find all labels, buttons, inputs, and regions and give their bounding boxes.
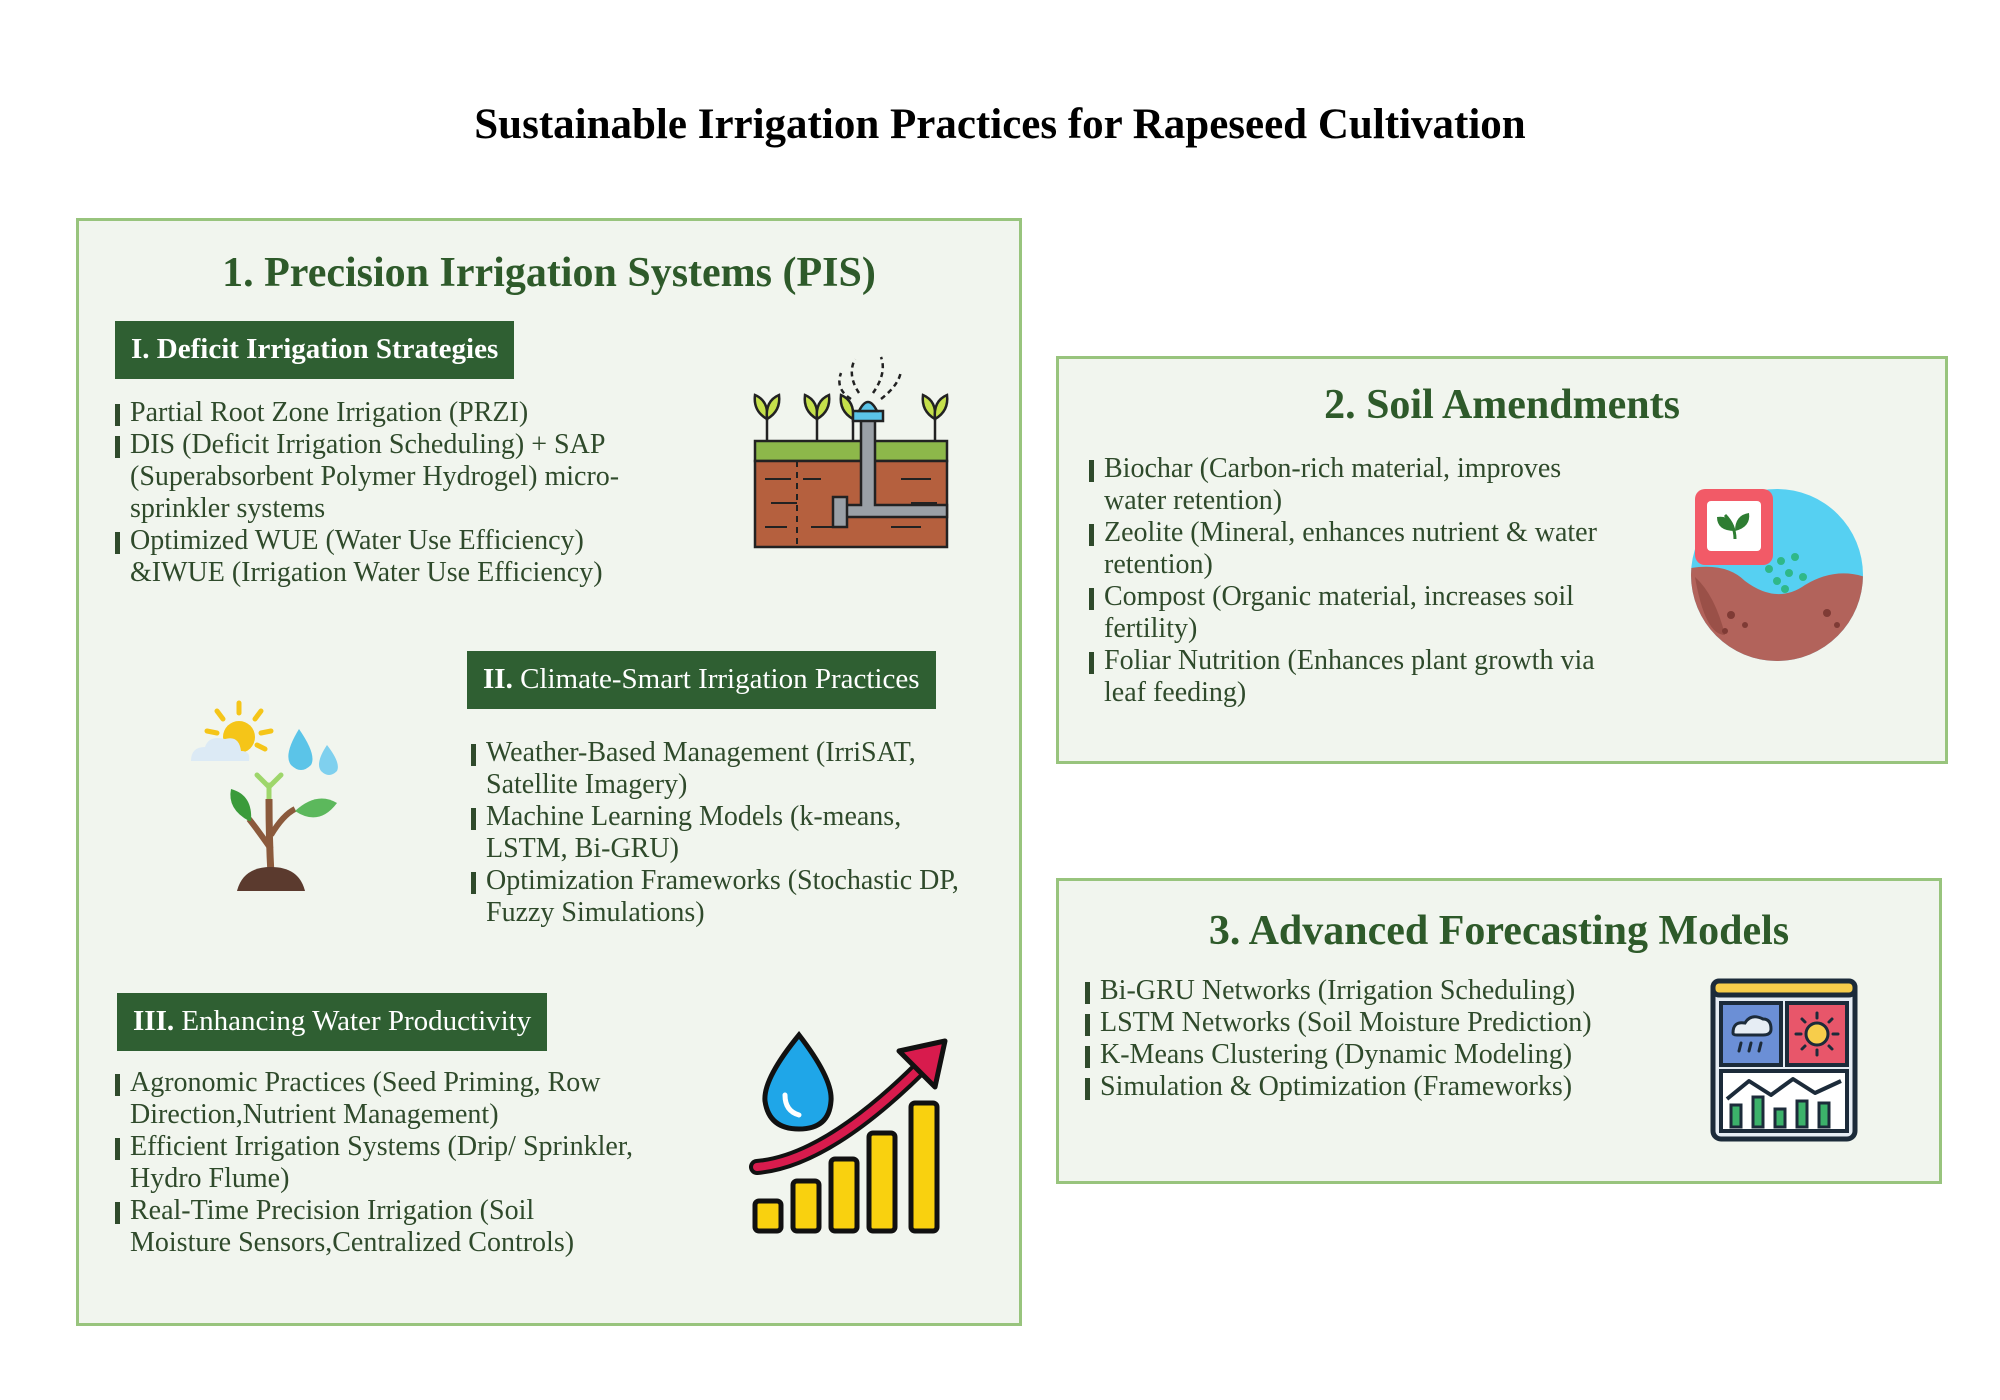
list-item: Partial Root Zone Irrigation (PRZI) [115,397,625,429]
weather-dashboard-icon [1709,977,1859,1143]
section-label: Enhancing Water Productivity [181,1005,532,1037]
list-item: Foliar Nutrition (Enhances plant growth via leaf feeding) [1089,645,1609,709]
list-item: Compost (Organic material, increases soil fertility) [1089,581,1609,645]
list-item: Bi-GRU Networks (Irrigation Scheduling) [1085,975,1645,1007]
sprinkler-soil-icon [751,355,951,551]
list-item: Agronomic Practices (Seed Priming, Row Direction,Nutrient Management) [115,1067,635,1131]
section-label: Deficit Irrigation Strategies [156,333,499,365]
plant-sun-water-icon [187,699,363,899]
panel-forecasting-models [1056,878,1942,1184]
section-number: I. [131,333,150,365]
list-item: Simulation & Optimization (Frameworks) [1085,1071,1645,1103]
panel-soil-amendments-title: 2. Soil Amendments [1324,382,1680,428]
water-productivity-list [115,1067,635,1259]
list-item: Optimized WUE (Water Use Efficiency) &IWUE (Irrigation Water Use Efficiency) [115,525,625,589]
list-item: Zeolite (Mineral, enhances nutrient & water retention) [1089,517,1609,581]
water-growth-chart-icon [749,1031,955,1237]
section-label: Climate-Smart Irrigation Practices [520,663,920,695]
section-deficit-irrigation-header [115,321,514,379]
deficit-irrigation-list [115,397,625,589]
list-item: Weather-Based Management (IrriSAT, Satellite Imagery) [471,737,971,801]
page-title: Sustainable Irrigation Practices for Rapeseed Cultivation [474,101,1526,148]
section-climate-smart-header [467,651,936,709]
panel-forecasting-models-title: 3. Advanced Forecasting Models [1208,908,1790,954]
list-item: Biochar (Carbon-rich material, improves water retention) [1089,453,1609,517]
list-item: K-Means Clustering (Dynamic Modeling) [1085,1039,1645,1071]
section-number: III. [133,1005,175,1037]
list-item: DIS (Deficit Irrigation Scheduling) + SAP (Superabsorbent Polymer Hydrogel) micro-sprinkler systems [115,429,625,525]
list-item: Machine Learning Models (k-means, LSTM, Bi-GRU) [471,801,971,865]
climate-smart-list [471,737,971,929]
list-item: Efficient Irrigation Systems (Drip/ Sprinkler, Hydro Flume) [115,1131,635,1195]
forecasting-models-list [1085,975,1645,1103]
list-item: LSTM Networks (Soil Moisture Prediction) [1085,1007,1645,1039]
list-item: Optimization Frameworks (Stochastic DP, Fuzzy Simulations) [471,865,971,929]
soil-seed-icon [1685,485,1865,665]
panel-precision-irrigation-title: 1. Precision Irrigation Systems (PIS) [222,250,876,296]
section-number: II. [483,663,513,695]
soil-amendments-list [1089,453,1609,709]
panel-precision-irrigation [76,218,1022,1326]
section-water-productivity-header [117,993,547,1051]
panel-soil-amendments [1056,356,1948,764]
list-item: Real-Time Precision Irrigation (Soil Moisture Sensors,Centralized Controls) [115,1195,635,1259]
